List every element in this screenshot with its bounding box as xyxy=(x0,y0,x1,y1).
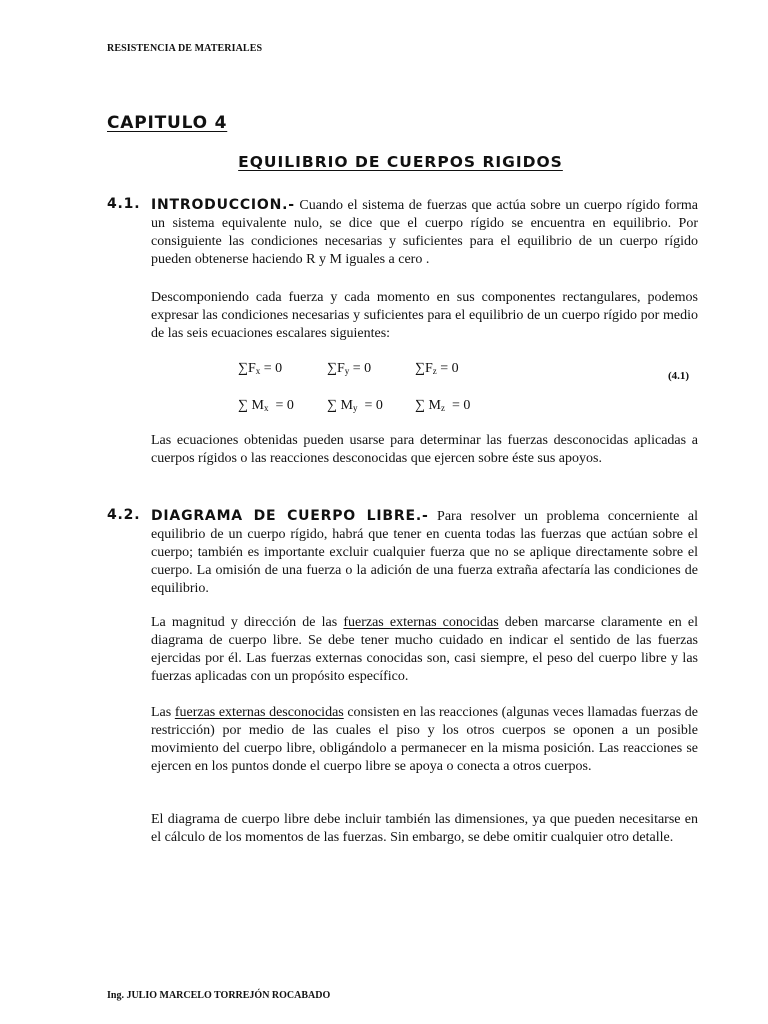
equation-sum-fx: $\sum F_x = 0$ xyxy=(238,361,283,376)
intro-paragraph-text: Cuando el sistema de fuerzas que actúa sobre un cuerpo rígido forma un sistema equivalente nulo, se dice que el cuerpo rígido se encuentra en equilibrio. Por consiguiente las condiciones necesarias y suficientes para el equilibrio de un cuerpo rígido pueden obtenerse haciendo R y M iguales a cero . xyxy=(151,198,698,267)
decomposition-paragraph-text: Descomponiendo cada fuerza y cada momento en sus componentes rectangulares, podemos expresar las condiciones necesarias y suficientes para el equilibrio de un cuerpo rígido por medio de las seis ecuaciones escalares siguientes: xyxy=(151,290,698,341)
section-number-4-2: 4.2. xyxy=(107,507,141,523)
section-heading-introduccion: INTRODUCCION.- xyxy=(151,197,295,213)
equation-number: (4.1) xyxy=(668,370,690,382)
equations-usage-text: Las ecuaciones obtenidas pueden usarse para determinar las fuerzas desconocidas aplicadas a cuerpos rígidos o las reacciones desconocidas que ejercen sobre éste sus apoyos. xyxy=(151,433,698,466)
author-footer: Ing. JULIO MARCELO TORREJÓN ROCABADO xyxy=(107,990,331,1001)
unknown-forces-paragraph: Las fuerzas externas desconocidas consisten en las reacciones (algunas veces llamadas fuerzas de restricción) por medio de las cuales el piso y los otros cuerpos se oponen a un posible movimiento del cuerpo libre, obligándolo a permanecer en la misma posición. Las reacciones se ejercen en los puntos donde el cuerpo libre se apoya o conecta a otros cuerpos. xyxy=(151,705,699,774)
equation-sum-mz: ∑ $M_z = 0$ xyxy=(415,398,471,413)
dimensions-paragraph xyxy=(151,811,698,847)
section-4-2-paragraph xyxy=(151,507,698,598)
chapter-heading: CAPITULO 4 xyxy=(107,113,228,133)
known-forces-term: fuerzas externas conocidas xyxy=(343,615,499,630)
running-header: RESISTENCIA DE MATERIALES xyxy=(107,43,263,54)
unknown-forces-term: fuerzas externas desconocidas xyxy=(174,705,344,720)
equation-sum-mx: ∑ $M_x = 0$ xyxy=(238,398,294,413)
dimensions-paragraph-text: El diagrama de cuerpo libre debe incluir también las dimensiones, ya que pueden necesitarse en el cálculo de los momentos de las fuerzas. Sin embargo, se debe omitir cualquier otro detalle. xyxy=(151,812,698,845)
equation-sum-my: ∑ $M_y = 0$ xyxy=(327,398,383,413)
equations-usage-paragraph xyxy=(151,432,698,468)
section-number-4-1: 4.1. xyxy=(107,196,141,212)
equation-sum-fy: $\sum F_y = 0$ xyxy=(327,361,372,376)
equation-sum-fz: $\sum F_z = 0$ xyxy=(415,361,459,376)
decomposition-paragraph xyxy=(151,289,698,343)
diagram-paragraph-text: Para resolver un problema concerniente al equilibrio de un cuerpo rígido, habrá que tener en cuenta todas las fuerzas que actúan sobre el cuerpo; también es importante excluir cualquier fuerza que no se aplique directamente sobre el cuerpo. La omisión de una fuerza o la adición de una fuerza extraña afectaría las condiciones de equilibrio. xyxy=(151,509,698,596)
known-forces-paragraph: La magnitud y dirección de las fuerzas externas conocidas deben marcarse claramente en el diagrama de cuerpo libre. Se debe tener mucho cuidado en indicar el sentido de las fuerzas ejercidas por él. Las fuerzas externas conocidas son, casi siempre, el peso del cuerpo libre y las fuerzas aplicadas con un propósito específico. xyxy=(151,615,698,684)
section-heading-diagrama: DIAGRAMA DE CUERPO LIBRE.- xyxy=(151,508,429,524)
chapter-title: EQUILIBRIO DE CUERPOS RIGIDOS xyxy=(238,153,563,171)
section-4-1-intro-paragraph xyxy=(151,196,698,269)
